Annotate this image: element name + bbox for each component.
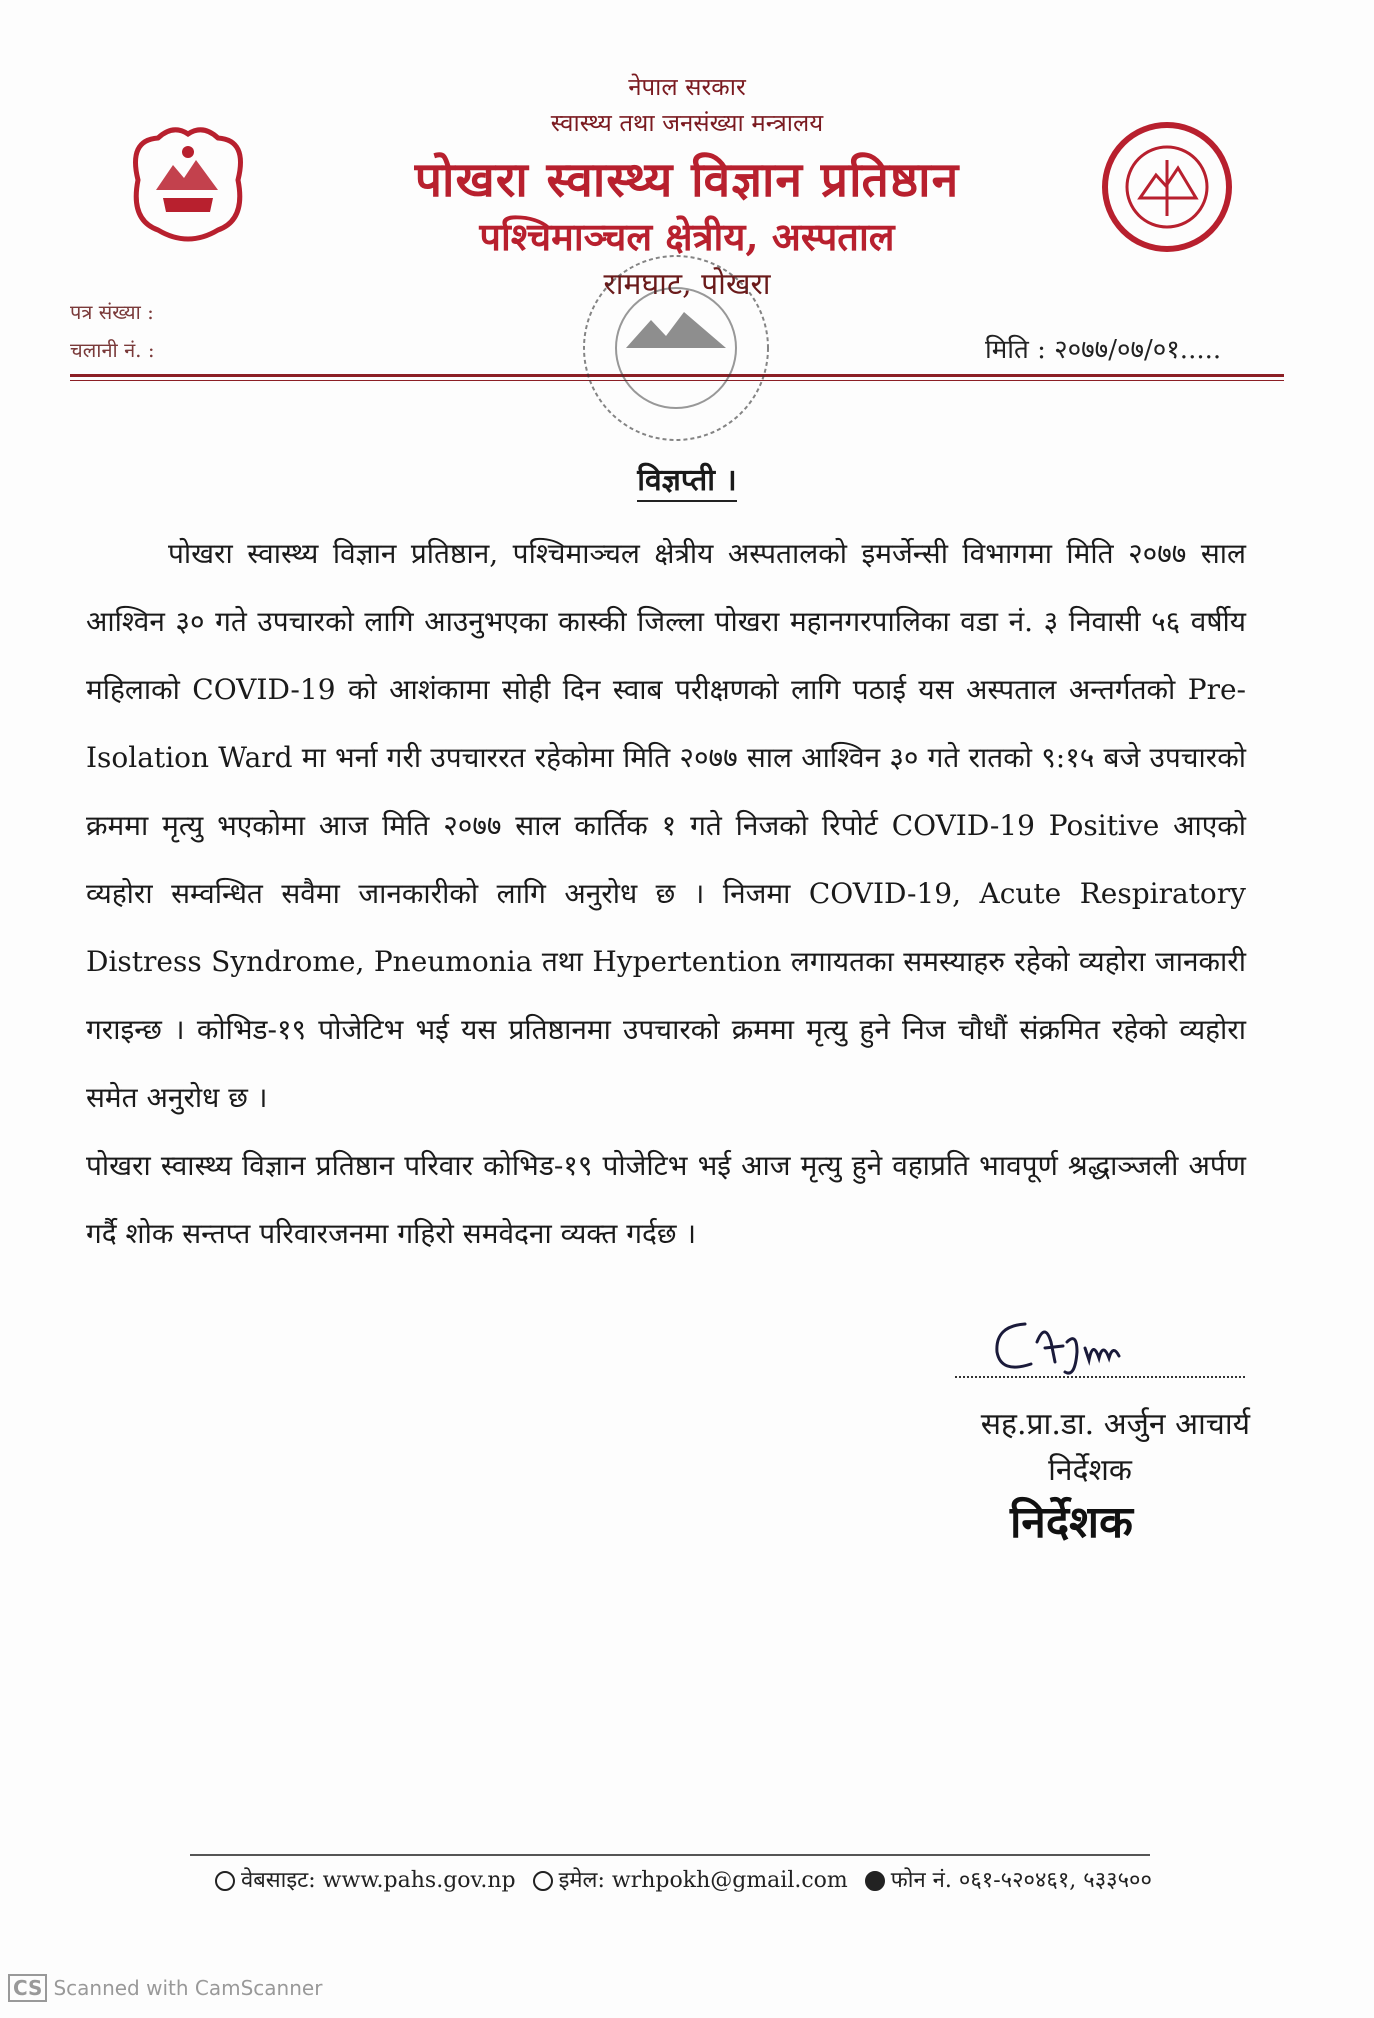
institution-name: पोखरा स्वास्थ्य विज्ञान प्रतिष्ठान (414, 152, 960, 208)
website-label: वेबसाइट: (241, 1868, 316, 1893)
signature-icon (985, 1312, 1155, 1382)
phone-label: फोन नं. (890, 1868, 952, 1893)
globe-icon (215, 1871, 235, 1891)
hospital-name: पश्चिमाञ्चल क्षेत्रीय, अस्पताल (479, 214, 895, 259)
camscanner-logo-icon: CS (8, 1974, 47, 2002)
letter-date: मिति : २०७७/०७/०१..... (985, 335, 1222, 365)
email-label: इमेल: (558, 1868, 605, 1893)
signatory-designation: निर्देशक (1048, 1453, 1132, 1488)
notice-paragraph: पोखरा स्वास्थ्य विज्ञान प्रतिष्ठान परिवार कोभिड-१९ पोजेटिभ भई आज मृत्यु हुने वहाप्रति भावपूर्ण श्रद्धाञ्जली अर्पण गर्दै शोक सन्तप्त परिवारजनमा गहिरो समवेदना व्यक्त गर्दछ । (86, 1149, 1246, 1250)
scanner-watermark (8, 1974, 322, 2002)
phone-icon (865, 1871, 885, 1891)
footer-divider (190, 1854, 1150, 1856)
website-link[interactable]: www.pahs.gov.np (322, 1868, 516, 1893)
location-name: रामघाट, पोखरा (603, 267, 771, 302)
footer-contact (205, 1864, 1152, 1894)
notice-title: विज्ञप्ती । (0, 458, 1374, 499)
government-name: नेपाल सरकार (628, 73, 746, 101)
notice-body (86, 520, 1246, 1268)
signature-line (955, 1376, 1245, 1378)
signatory-name: सह.प्रा.डा. अर्जुन आचार्य (980, 1407, 1250, 1442)
ministry-name: स्वास्थ्य तथा जनसंख्या मन्त्रालय (550, 109, 824, 137)
designation-stamp: निर्देशक (1010, 1497, 1133, 1548)
dispatch-number-label: चलानी नं. : (70, 338, 155, 362)
watermark-text: Scanned with CamScanner (53, 1976, 323, 2000)
notice-paragraph: पोखरा स्वास्थ्य विज्ञान प्रतिष्ठान, पश्चिमाञ्चल क्षेत्रीय अस्पतालको इमर्जेन्सी विभागमा मिति २०७७ साल आश्विन ३० गते उपचारको लागि आउनुभएका कास्की जिल्ला पोखरा महानगरपालिका वडा नं. ३ निवासी ५६ वर्षीय महिलाको COVID-19 को आशंकामा सोही दिन स्वाब परीक्षणको लागि पठाई यस अस्पताल अन्तर्गतको Pre-Isolation Ward मा भर्ना गरी उपचाररत रहेकोमा मिति २०७७ साल आश्विन ३० गते रातको ९:१५ बजे उपचारको क्रममा मृत्यु भएकोमा आज मिति २०७७ साल कार्तिक १ गते निजको रिपोर्ट COVID-19 Positive आएको व्यहोरा सम्वन्धित सवैमा जानकारीको लागि अनुरोध छ । निजमा COVID-19, Acute Respiratory Distress Syndrome, Pneumonia तथा Hypertention लगायतका समस्याहरु रहेको व्यहोरा जानकारी गराइन्छ । कोभिड-१९ पोजेटिभ भई यस प्रतिष्ठानमा उपचारको क्रममा मृत्यु हुने निज चौधौं संक्रमित रहेको व्यहोरा समेत अनुरोध छ । (86, 537, 1246, 1114)
office-stamp-icon (556, 248, 796, 448)
email-link[interactable]: wrhpokh@gmail.com (611, 1868, 848, 1893)
phone-number: ०६१-५२०४६१, ५३३५०० (958, 1868, 1152, 1893)
email-icon (533, 1871, 553, 1891)
reference-number-label: पत्र संख्या : (70, 300, 154, 324)
